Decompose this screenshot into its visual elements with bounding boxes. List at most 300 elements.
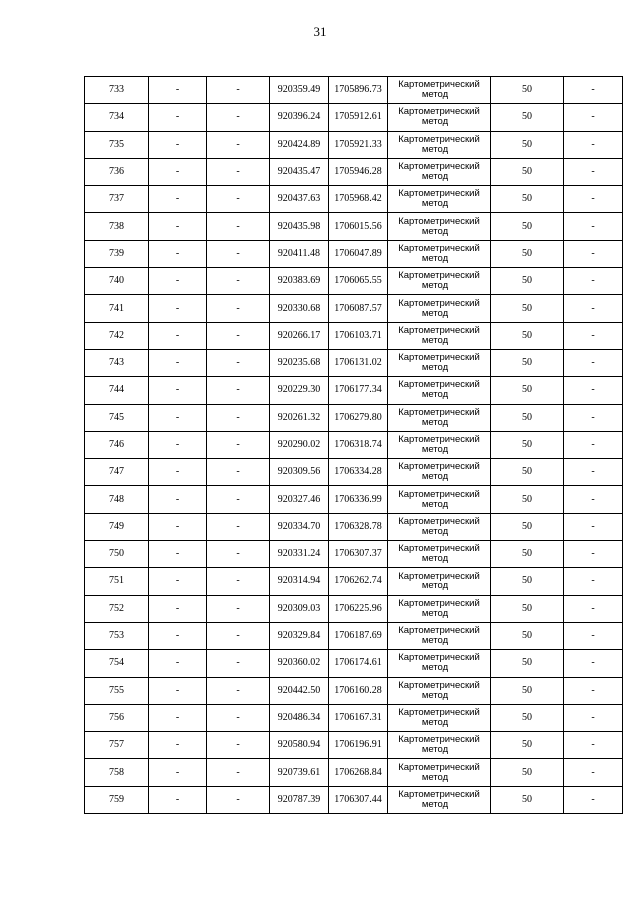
method-cell: [388, 158, 491, 185]
point-number-cell: 748: [85, 486, 149, 513]
method-cell: [388, 131, 491, 158]
accuracy-cell: 50: [491, 486, 564, 513]
column-2-cell: -: [149, 759, 207, 786]
column-3-cell: -: [207, 186, 270, 213]
method-cell: [388, 595, 491, 622]
method-cell: [388, 677, 491, 704]
column-3-cell: -: [207, 486, 270, 513]
table-body: [85, 77, 623, 814]
column-3-cell: -: [207, 595, 270, 622]
column-2-cell: -: [149, 404, 207, 431]
column-3-cell: -: [207, 240, 270, 267]
y-coordinate-cell: 1706307.44: [329, 786, 388, 813]
note-cell: -: [564, 704, 623, 731]
note-cell: -: [564, 158, 623, 185]
y-coordinate-cell: 1706328.78: [329, 513, 388, 540]
table-row: [85, 704, 623, 731]
method-line-1: Картометрический: [398, 625, 480, 637]
point-number-cell: 744: [85, 377, 149, 404]
column-2-cell: -: [149, 131, 207, 158]
x-coordinate-cell: 920334.70: [270, 513, 329, 540]
method-cell: [388, 704, 491, 731]
method-line-1: Картометрический: [398, 761, 480, 773]
table-row: [85, 295, 623, 322]
column-3-cell: -: [207, 650, 270, 677]
method-line-1: Картометрический: [398, 515, 480, 527]
point-number-cell: 756: [85, 704, 149, 731]
y-coordinate-cell: 1705968.42: [329, 186, 388, 213]
point-number-cell: 735: [85, 131, 149, 158]
note-cell: -: [564, 759, 623, 786]
method-line-1: Картометрический: [398, 352, 480, 364]
x-coordinate-cell: 920396.24: [270, 104, 329, 131]
column-3-cell: -: [207, 704, 270, 731]
x-coordinate-cell: 920486.34: [270, 704, 329, 731]
accuracy-cell: 50: [491, 77, 564, 104]
method-line-1: Картометрический: [398, 597, 480, 609]
method-line-1: Картометрический: [398, 297, 480, 309]
note-cell: -: [564, 186, 623, 213]
note-cell: -: [564, 349, 623, 376]
y-coordinate-cell: 1706177.34: [329, 377, 388, 404]
table-row: [85, 404, 623, 431]
accuracy-cell: 50: [491, 213, 564, 240]
column-3-cell: -: [207, 349, 270, 376]
method-line-1: Картометрический: [398, 242, 480, 254]
method-line-1: Картометрический: [398, 188, 480, 200]
y-coordinate-cell: 1706334.28: [329, 459, 388, 486]
accuracy-cell: 50: [491, 268, 564, 295]
table-row: [85, 568, 623, 595]
accuracy-cell: 50: [491, 240, 564, 267]
point-number-cell: 742: [85, 322, 149, 349]
y-coordinate-cell: 1705946.28: [329, 158, 388, 185]
method-cell: [388, 268, 491, 295]
point-number-cell: 747: [85, 459, 149, 486]
accuracy-cell: 50: [491, 677, 564, 704]
table-row: [85, 322, 623, 349]
column-2-cell: -: [149, 377, 207, 404]
method-line-2: метод: [421, 744, 449, 756]
table-row: [85, 240, 623, 267]
method-line-1: Картометрический: [398, 133, 480, 145]
point-number-cell: 734: [85, 104, 149, 131]
method-cell: [388, 513, 491, 540]
table-row: [85, 786, 623, 813]
method-cell: [388, 541, 491, 568]
column-3-cell: -: [207, 459, 270, 486]
column-3-cell: -: [207, 786, 270, 813]
x-coordinate-cell: 920327.46: [270, 486, 329, 513]
method-line-2: метод: [421, 580, 449, 592]
point-number-cell: 736: [85, 158, 149, 185]
method-cell: [388, 186, 491, 213]
accuracy-cell: 50: [491, 759, 564, 786]
x-coordinate-cell: 920437.63: [270, 186, 329, 213]
accuracy-cell: 50: [491, 732, 564, 759]
accuracy-cell: 50: [491, 595, 564, 622]
column-3-cell: -: [207, 158, 270, 185]
y-coordinate-cell: 1706196.91: [329, 732, 388, 759]
method-cell: [388, 77, 491, 104]
method-cell: [388, 459, 491, 486]
method-cell: [388, 377, 491, 404]
column-2-cell: -: [149, 431, 207, 458]
y-coordinate-cell: 1706160.28: [329, 677, 388, 704]
method-line-1: Картометрический: [398, 461, 480, 473]
point-number-cell: 733: [85, 77, 149, 104]
method-line-2: метод: [421, 389, 449, 401]
note-cell: -: [564, 431, 623, 458]
table-row: [85, 431, 623, 458]
method-cell: [388, 732, 491, 759]
method-line-1: Картометрический: [398, 79, 480, 91]
column-2-cell: -: [149, 650, 207, 677]
x-coordinate-cell: 920383.69: [270, 268, 329, 295]
accuracy-cell: 50: [491, 513, 564, 540]
y-coordinate-cell: 1705896.73: [329, 77, 388, 104]
method-line-1: Картометрический: [398, 570, 480, 582]
point-number-cell: 741: [85, 295, 149, 322]
point-number-cell: 758: [85, 759, 149, 786]
note-cell: -: [564, 240, 623, 267]
column-2-cell: -: [149, 349, 207, 376]
x-coordinate-cell: 920330.68: [270, 295, 329, 322]
x-coordinate-cell: 920309.03: [270, 595, 329, 622]
y-coordinate-cell: 1706262.74: [329, 568, 388, 595]
note-cell: -: [564, 677, 623, 704]
note-cell: -: [564, 786, 623, 813]
column-2-cell: -: [149, 486, 207, 513]
note-cell: -: [564, 459, 623, 486]
accuracy-cell: 50: [491, 622, 564, 649]
y-coordinate-cell: 1706087.57: [329, 295, 388, 322]
accuracy-cell: 50: [491, 322, 564, 349]
y-coordinate-cell: 1706167.31: [329, 704, 388, 731]
x-coordinate-cell: 920309.56: [270, 459, 329, 486]
column-2-cell: -: [149, 322, 207, 349]
method-line-1: Картометрический: [398, 379, 480, 391]
note-cell: -: [564, 513, 623, 540]
accuracy-cell: 50: [491, 541, 564, 568]
column-3-cell: -: [207, 104, 270, 131]
x-coordinate-cell: 920435.98: [270, 213, 329, 240]
x-coordinate-cell: 920442.50: [270, 677, 329, 704]
table-row: [85, 677, 623, 704]
method-cell: [388, 213, 491, 240]
x-coordinate-cell: 920359.49: [270, 77, 329, 104]
method-line-2: метод: [421, 334, 449, 346]
note-cell: -: [564, 322, 623, 349]
x-coordinate-cell: 920424.89: [270, 131, 329, 158]
column-3-cell: -: [207, 759, 270, 786]
method-line-2: метод: [421, 280, 449, 292]
method-line-2: метод: [421, 498, 449, 510]
x-coordinate-cell: 920331.24: [270, 541, 329, 568]
accuracy-cell: 50: [491, 786, 564, 813]
column-2-cell: -: [149, 513, 207, 540]
method-line-1: Картометрический: [398, 406, 480, 418]
method-cell: [388, 404, 491, 431]
table-row: [85, 349, 623, 376]
method-line-2: метод: [421, 525, 449, 537]
method-line-1: Картометрический: [398, 734, 480, 746]
table-row: [85, 622, 623, 649]
point-number-cell: 746: [85, 431, 149, 458]
point-number-cell: 759: [85, 786, 149, 813]
accuracy-cell: 50: [491, 704, 564, 731]
column-2-cell: -: [149, 459, 207, 486]
method-line-1: Картометрический: [398, 788, 480, 800]
method-line-2: метод: [421, 307, 449, 319]
method-line-2: метод: [421, 716, 449, 728]
method-line-2: метод: [421, 362, 449, 374]
note-cell: -: [564, 650, 623, 677]
accuracy-cell: 50: [491, 404, 564, 431]
table-row: [85, 104, 623, 131]
column-3-cell: -: [207, 677, 270, 704]
page-number: 31: [313, 24, 327, 39]
x-coordinate-cell: 920266.17: [270, 322, 329, 349]
table-row: [85, 513, 623, 540]
column-2-cell: -: [149, 240, 207, 267]
method-line-2: метод: [421, 225, 449, 237]
table-row: [85, 541, 623, 568]
note-cell: -: [564, 104, 623, 131]
column-3-cell: -: [207, 268, 270, 295]
accuracy-cell: 50: [491, 349, 564, 376]
y-coordinate-cell: 1705921.33: [329, 131, 388, 158]
note-cell: -: [564, 377, 623, 404]
method-cell: [388, 622, 491, 649]
column-3-cell: -: [207, 131, 270, 158]
method-cell: [388, 486, 491, 513]
point-number-cell: 743: [85, 349, 149, 376]
note-cell: -: [564, 595, 623, 622]
y-coordinate-cell: 1706174.61: [329, 650, 388, 677]
y-coordinate-cell: 1706047.89: [329, 240, 388, 267]
accuracy-cell: 50: [491, 568, 564, 595]
method-line-1: Картометрический: [398, 488, 480, 500]
note-cell: -: [564, 213, 623, 240]
method-cell: [388, 104, 491, 131]
method-line-1: Картометрический: [398, 652, 480, 664]
column-2-cell: -: [149, 595, 207, 622]
y-coordinate-cell: 1705912.61: [329, 104, 388, 131]
method-line-2: метод: [421, 143, 449, 155]
method-line-2: метод: [421, 116, 449, 128]
column-2-cell: -: [149, 732, 207, 759]
x-coordinate-cell: 920787.39: [270, 786, 329, 813]
point-number-cell: 754: [85, 650, 149, 677]
y-coordinate-cell: 1706336.99: [329, 486, 388, 513]
method-line-1: Картометрический: [398, 434, 480, 446]
column-2-cell: -: [149, 77, 207, 104]
note-cell: -: [564, 268, 623, 295]
point-number-cell: 755: [85, 677, 149, 704]
method-line-1: Картометрический: [398, 161, 480, 173]
point-number-cell: 752: [85, 595, 149, 622]
point-number-cell: 750: [85, 541, 149, 568]
y-coordinate-cell: 1706103.71: [329, 322, 388, 349]
column-2-cell: -: [149, 213, 207, 240]
table-row: [85, 377, 623, 404]
accuracy-cell: 50: [491, 104, 564, 131]
x-coordinate-cell: 920314.94: [270, 568, 329, 595]
column-2-cell: -: [149, 786, 207, 813]
method-cell: [388, 349, 491, 376]
y-coordinate-cell: 1706279.80: [329, 404, 388, 431]
method-line-2: метод: [421, 416, 449, 428]
note-cell: -: [564, 541, 623, 568]
method-line-2: метод: [421, 171, 449, 183]
y-coordinate-cell: 1706187.69: [329, 622, 388, 649]
method-line-2: метод: [421, 89, 449, 101]
x-coordinate-cell: 920411.48: [270, 240, 329, 267]
table-row: [85, 186, 623, 213]
point-number-cell: 740: [85, 268, 149, 295]
column-2-cell: -: [149, 104, 207, 131]
table-row: [85, 158, 623, 185]
table-row: [85, 213, 623, 240]
table-row: [85, 732, 623, 759]
accuracy-cell: 50: [491, 131, 564, 158]
method-line-1: Картометрический: [398, 106, 480, 118]
table-row: [85, 459, 623, 486]
column-2-cell: -: [149, 186, 207, 213]
point-number-cell: 751: [85, 568, 149, 595]
accuracy-cell: 50: [491, 295, 564, 322]
point-number-cell: 753: [85, 622, 149, 649]
x-coordinate-cell: 920235.68: [270, 349, 329, 376]
column-2-cell: -: [149, 295, 207, 322]
method-cell: [388, 650, 491, 677]
y-coordinate-cell: 1706015.56: [329, 213, 388, 240]
x-coordinate-cell: 920329.84: [270, 622, 329, 649]
method-line-2: метод: [421, 689, 449, 701]
column-2-cell: -: [149, 704, 207, 731]
column-3-cell: -: [207, 213, 270, 240]
table-row: [85, 268, 623, 295]
method-cell: [388, 431, 491, 458]
table-row: [85, 131, 623, 158]
method-line-2: метод: [421, 771, 449, 783]
method-line-2: метод: [421, 444, 449, 455]
column-2-cell: -: [149, 541, 207, 568]
column-3-cell: -: [207, 431, 270, 458]
method-cell: [388, 568, 491, 595]
point-number-cell: 749: [85, 513, 149, 540]
note-cell: -: [564, 77, 623, 104]
point-number-cell: 738: [85, 213, 149, 240]
method-line-2: метод: [421, 198, 449, 210]
note-cell: -: [564, 568, 623, 595]
method-cell: [388, 759, 491, 786]
accuracy-cell: 50: [491, 650, 564, 677]
column-2-cell: -: [149, 268, 207, 295]
point-number-cell: 745: [85, 404, 149, 431]
method-line-1: Картометрический: [398, 679, 480, 691]
note-cell: -: [564, 404, 623, 431]
method-cell: [388, 786, 491, 813]
method-line-2: метод: [421, 252, 449, 264]
column-3-cell: -: [207, 404, 270, 431]
note-cell: -: [564, 732, 623, 759]
method-line-2: метод: [421, 471, 449, 483]
method-cell: [388, 322, 491, 349]
note-cell: -: [564, 622, 623, 649]
method-line-2: метод: [421, 798, 449, 810]
column-3-cell: -: [207, 568, 270, 595]
column-3-cell: -: [207, 295, 270, 322]
method-cell: [388, 295, 491, 322]
y-coordinate-cell: 1706268.84: [329, 759, 388, 786]
x-coordinate-cell: 920739.61: [270, 759, 329, 786]
x-coordinate-cell: 920261.32: [270, 404, 329, 431]
table-row: [85, 486, 623, 513]
note-cell: -: [564, 486, 623, 513]
column-2-cell: -: [149, 568, 207, 595]
y-coordinate-cell: 1706131.02: [329, 349, 388, 376]
y-coordinate-cell: 1706065.55: [329, 268, 388, 295]
table-row: [85, 759, 623, 786]
table-row: [85, 595, 623, 622]
point-number-cell: 757: [85, 732, 149, 759]
column-3-cell: -: [207, 541, 270, 568]
column-3-cell: -: [207, 732, 270, 759]
method-line-2: метод: [421, 607, 449, 619]
method-cell: [388, 240, 491, 267]
note-cell: -: [564, 131, 623, 158]
column-3-cell: -: [207, 377, 270, 404]
method-line-2: метод: [421, 553, 449, 565]
method-line-1: Картометрический: [398, 543, 480, 555]
column-3-cell: -: [207, 513, 270, 540]
column-2-cell: -: [149, 677, 207, 704]
y-coordinate-cell: 1706318.74: [329, 431, 388, 458]
point-number-cell: 737: [85, 186, 149, 213]
method-line-1: Картометрический: [398, 707, 480, 718]
note-cell: -: [564, 295, 623, 322]
method-line-2: метод: [421, 635, 449, 647]
x-coordinate-cell: 920360.02: [270, 650, 329, 677]
column-2-cell: -: [149, 158, 207, 185]
x-coordinate-cell: 920435.47: [270, 158, 329, 185]
y-coordinate-cell: 1706307.37: [329, 541, 388, 568]
table-row: [85, 650, 623, 677]
column-3-cell: -: [207, 622, 270, 649]
accuracy-cell: 50: [491, 158, 564, 185]
method-line-2: метод: [421, 662, 449, 674]
x-coordinate-cell: 920229.30: [270, 377, 329, 404]
x-coordinate-cell: 920580.94: [270, 732, 329, 759]
method-line-1: Картометрический: [398, 324, 480, 336]
accuracy-cell: 50: [491, 377, 564, 404]
point-number-cell: 739: [85, 240, 149, 267]
accuracy-cell: 50: [491, 431, 564, 458]
method-line-1: Картометрический: [398, 270, 480, 282]
accuracy-cell: 50: [491, 459, 564, 486]
y-coordinate-cell: 1706225.96: [329, 595, 388, 622]
column-3-cell: -: [207, 77, 270, 104]
accuracy-cell: 50: [491, 186, 564, 213]
table-row: [85, 77, 623, 104]
coordinates-table: [84, 76, 623, 814]
column-3-cell: -: [207, 322, 270, 349]
x-coordinate-cell: 920290.02: [270, 431, 329, 458]
column-2-cell: -: [149, 622, 207, 649]
method-line-1: Картометрический: [398, 215, 480, 227]
